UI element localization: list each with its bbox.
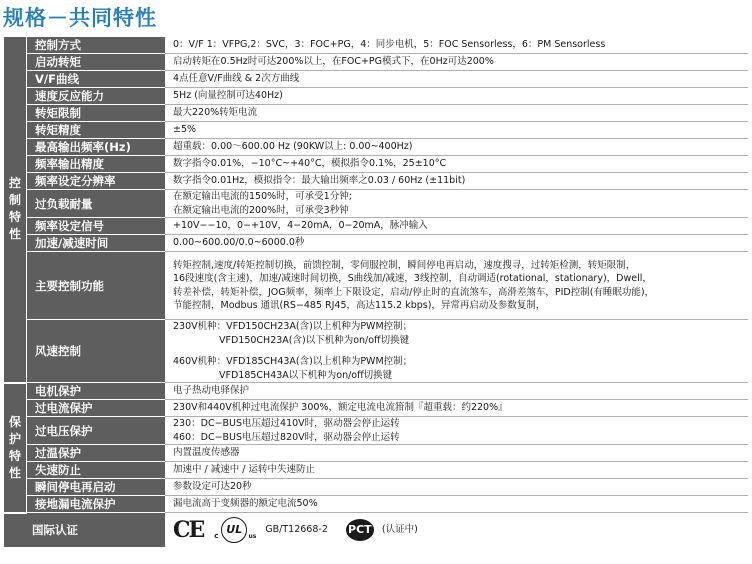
- table-row: [4, 479, 748, 496]
- value-line: 启动转矩在0.5Hz时可达200%以上，在FOC+PG模式下，在0Hz可达200%: [173, 56, 494, 68]
- value-line: 参数设定可达20秒: [173, 481, 252, 493]
- table-row: [4, 105, 748, 122]
- row-label: 失速防止: [27, 462, 166, 479]
- row-label: 速度反应能力: [27, 88, 166, 105]
- value-line: 转差补偿，转矩补偿，JOG频率，频率上下限设定，启动/停止时的直流煞车，高滑差煞车，PID控制(有睡眠功能)，: [173, 286, 655, 298]
- section-category: 保 护 特 性: [4, 383, 27, 513]
- row-value: [165, 479, 748, 496]
- table-row: [4, 320, 748, 383]
- row-label: V/F曲线: [27, 71, 166, 88]
- value-line: 230V机种：VFD150CH23A(含)以上机种为PWM控制；: [173, 321, 413, 332]
- value-line: 数字指令0.01%，−10°C~+40°C，模拟指令0.1%，25±10°C: [173, 158, 447, 170]
- value-line: 数字指令0.01Hz，模拟指令：最大输出频率之0.03 / 60Hz (±11bit): [173, 175, 466, 187]
- row-label: 频率设定信号: [27, 218, 166, 235]
- row-label: 主要控制功能: [27, 252, 166, 320]
- row-value: [165, 190, 748, 218]
- row-value: [165, 156, 748, 173]
- certification-label: 国际认证: [4, 513, 165, 547]
- value-line: VFD150CH23A(含)以下机种为on/off切换键: [219, 334, 410, 346]
- table-row: [4, 139, 748, 156]
- value-line: 460：DC−BUS电压超过820V时，驱动器会停止运转: [173, 431, 400, 443]
- row-value: [165, 252, 748, 320]
- table-row: [4, 37, 748, 54]
- certification-logos: [165, 513, 748, 547]
- row-label: 启动转矩: [27, 54, 166, 71]
- row-value: [165, 54, 748, 71]
- ce-mark-icon: CE: [173, 516, 204, 543]
- certification-row: [4, 513, 748, 547]
- table-row: [4, 252, 748, 320]
- value-line: 在额定输出电流的150%时，可承受1分钟;: [173, 191, 352, 202]
- pct-mark-icon: PCT: [346, 519, 374, 541]
- table-row: [4, 218, 748, 235]
- row-value: [165, 37, 748, 54]
- row-value: [165, 400, 748, 417]
- table-row: [4, 156, 748, 173]
- table-row: [4, 173, 748, 190]
- value-line: +10V−−10，0−+10V，4−20mA，0−20mA，脉冲输入: [173, 220, 428, 232]
- row-label: 控制方式: [27, 37, 166, 54]
- value-line: 加速中 / 减速中 / 运转中失速防止: [173, 464, 315, 476]
- table-row: [4, 190, 748, 218]
- value-line: 0.00~600.00/0.0~6000.0秒: [173, 237, 305, 249]
- value-line: 16段速度(含主速)，加速/减速时间切换，S曲线加/减速，3线控制，自动调适(rotational，stationary)，Dwell，: [173, 273, 652, 284]
- row-label: 瞬间停电再启动: [27, 479, 166, 496]
- table-row: [4, 235, 748, 252]
- table-row: [4, 88, 748, 105]
- value-line: ±5%: [173, 124, 197, 136]
- row-label: 最高输出频率(Hz): [27, 139, 166, 156]
- row-label: 过负载耐量: [27, 190, 166, 218]
- gb-standard: GB/T12668-2: [265, 524, 328, 535]
- row-value: [165, 383, 748, 400]
- row-value: [165, 88, 748, 105]
- row-label: 电机保护: [27, 383, 166, 400]
- row-label: 转矩精度: [27, 122, 166, 139]
- row-label: 风速控制: [27, 320, 166, 383]
- value-line: 节能控制，Modbus 通讯(RS−485 RJ45，高达115.2 kbps)，异常再启动及参数复制，: [173, 300, 546, 311]
- row-value: [165, 417, 748, 445]
- pct-note: (认证中): [381, 524, 418, 535]
- table-row: [4, 122, 748, 139]
- value-line: 在额定输出电流的200%时，可承受3秒钟: [173, 204, 349, 216]
- value-line: 5Hz (向量控制可达40Hz): [173, 90, 283, 102]
- row-label: 转矩限制: [27, 105, 166, 122]
- value-line: 电子热动电驿保护: [173, 385, 250, 397]
- row-value: [165, 445, 748, 462]
- row-label: 接地漏电流保护: [27, 496, 166, 513]
- row-value: [165, 218, 748, 235]
- value-line: 转矩控制,速度/转矩控制切换，前馈控制，零伺服控制，瞬间停电再启动，速度搜寻，过转矩检测，转矩限制，: [173, 259, 636, 271]
- value-line: 漏电流高于变频器的额定电流50%: [173, 498, 318, 510]
- table-row: [4, 54, 748, 71]
- row-label: 过温保护: [27, 445, 166, 462]
- row-value: [165, 105, 748, 122]
- page-title: 规格－共同特性: [3, 6, 157, 30]
- cul-us-mark-icon: c UL us: [221, 517, 247, 543]
- row-value: [165, 122, 748, 139]
- table-row: [4, 383, 748, 400]
- table-row: [4, 462, 748, 479]
- value-line: 超重载：0.00～600.00 Hz (90KW以上: 0.00~400Hz): [173, 141, 413, 153]
- value-line: 4点任意V/F曲线 & 2次方曲线: [173, 73, 300, 85]
- table-row: [4, 496, 748, 513]
- table-row: [4, 400, 748, 417]
- row-value: [165, 320, 748, 383]
- spec-table: [4, 37, 748, 547]
- table-row: [4, 71, 748, 88]
- row-value: [165, 462, 748, 479]
- table-row: [4, 445, 748, 462]
- row-value: [165, 496, 748, 513]
- value-line: 内置温度传感器: [173, 447, 240, 459]
- row-value: [165, 71, 748, 88]
- value-line: 460V机种：VFD185CH43A(含)以上机种为PWM控制；: [173, 356, 413, 367]
- row-value: [165, 173, 748, 190]
- value-line: 0：V/F 1：VFPG,2：SVC，3：FOC+PG，4：同步电机，5：FOC Sensorless，6：PM Sensorless: [173, 39, 606, 51]
- value-line: 230V和440V机种过电流保护 300%，额定电流电流箝制『超重载：约220%』: [173, 402, 508, 414]
- table-row: [4, 417, 748, 445]
- row-label: 过电压保护: [27, 417, 166, 445]
- row-label: 频率设定分辨率: [27, 173, 166, 190]
- row-value: [165, 139, 748, 156]
- value-line: 最大220%转矩电流: [173, 107, 258, 119]
- row-label: 过电流保护: [27, 400, 166, 417]
- row-value: [165, 235, 748, 252]
- row-label: 加速/减速时间: [27, 235, 166, 252]
- row-label: 频率输出精度: [27, 156, 166, 173]
- value-line: VFD185CH43A以下机种为on/off切换键: [219, 369, 393, 381]
- section-category: 控 制 特 性: [4, 37, 27, 383]
- value-line: 230：DC−BUS电压超过410V时，驱动器会停止运转: [173, 418, 400, 429]
